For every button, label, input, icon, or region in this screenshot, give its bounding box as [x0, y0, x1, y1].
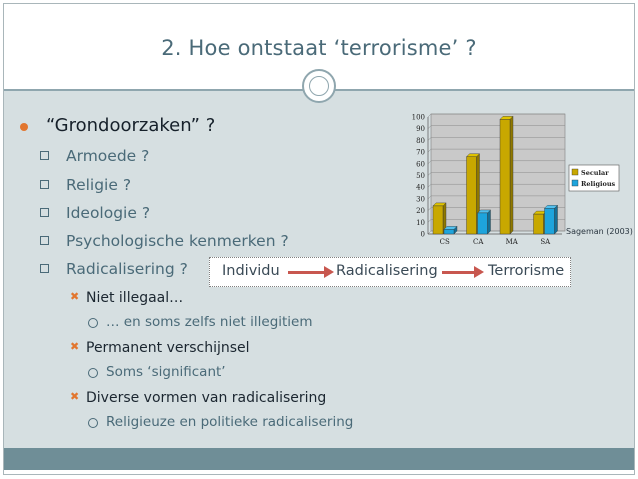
- legend-swatch: [572, 169, 578, 175]
- bar-religious-ca: [478, 213, 488, 234]
- square-bullet-icon: [40, 151, 49, 160]
- level4-bullet-text: … en soms zelfs niet illegitiem: [106, 314, 313, 330]
- sub-bullet-text: Armoede ?: [66, 147, 150, 165]
- y-tick-label: 100: [411, 113, 425, 122]
- sub-bullet-text: Psychologische kenmerken ?: [66, 232, 289, 250]
- gridline-depth: [428, 137, 431, 140]
- flow-step-radicalisering: Radicalisering: [336, 263, 438, 279]
- level3-bullet-text: Diverse vormen van radicalisering: [86, 390, 327, 406]
- gridline-depth: [428, 219, 431, 222]
- y-tick-label: 40: [416, 183, 425, 192]
- y-tick-label: 50: [416, 172, 425, 180]
- bar-religious-sa: [545, 208, 555, 234]
- gridline-depth: [428, 173, 431, 176]
- flow-step-terrorisme: Terrorisme: [488, 263, 565, 279]
- y-tick-label: 10: [416, 218, 425, 227]
- gridline-depth: [428, 184, 431, 187]
- bar-secular-ma: [500, 119, 510, 234]
- cross-bullet-icon: ✖: [70, 290, 80, 303]
- square-bullet-icon: [40, 236, 49, 245]
- bar-religious-cs: [444, 229, 454, 234]
- flow-arrowhead-icon: [474, 266, 484, 278]
- y-tick-label: 80: [416, 136, 425, 145]
- gridline-depth: [428, 231, 431, 234]
- bar-side: [510, 116, 513, 234]
- flow-step-individu: Individu: [222, 263, 280, 279]
- sub-bullet-text: Radicalisering ?: [66, 260, 188, 278]
- circle-bullet-icon: [88, 318, 98, 328]
- bar-secular-sa: [534, 214, 544, 234]
- cross-bullet-icon: ✖: [70, 340, 80, 353]
- legend-swatch: [572, 180, 578, 186]
- bar-secular-cs: [433, 206, 443, 234]
- y-tick-label: 20: [416, 207, 425, 216]
- flow-arrow-icon: [442, 271, 476, 274]
- bar-side: [555, 205, 558, 234]
- gridline-depth: [428, 196, 431, 199]
- cross-bullet-icon: ✖: [70, 390, 80, 403]
- divider-ring-icon: [302, 69, 336, 103]
- x-tick-label: CS: [439, 238, 450, 246]
- sub-bullet-text: Religie ?: [66, 176, 132, 194]
- y-tick-label: 60: [416, 160, 425, 169]
- level3-bullet-text: Niet illegaal…: [86, 290, 184, 306]
- level3-bullet-text: Permanent verschijnsel: [86, 340, 250, 356]
- level4-bullet-text: Soms ‘significant’: [106, 364, 226, 380]
- square-bullet-icon: [40, 180, 49, 189]
- x-tick-label: SA: [540, 238, 551, 246]
- y-tick-label: 90: [416, 125, 425, 134]
- radicalisation-flow: [209, 257, 571, 287]
- main-bullet-text: “Grondoorzaken” ?: [46, 115, 216, 136]
- flow-arrow-icon: [288, 271, 326, 274]
- y-tick-label: 30: [416, 195, 425, 204]
- circle-bullet-icon: [88, 368, 98, 378]
- legend-label: Secular: [581, 169, 609, 177]
- circle-bullet-icon: [88, 418, 98, 428]
- gridline-depth: [428, 208, 431, 211]
- square-bullet-icon: [40, 208, 49, 217]
- gridline-depth: [428, 161, 431, 164]
- y-tick-label: 70: [416, 148, 425, 157]
- chart-credit: Sageman (2003): [566, 227, 633, 236]
- slide-title: 2. Hoe ontstaat ‘terrorisme’ ?: [161, 36, 477, 60]
- y-tick-label: 0: [420, 230, 425, 239]
- gridline-depth: [428, 149, 431, 152]
- x-tick-label: CA: [473, 238, 484, 246]
- square-bullet-icon: [40, 264, 49, 273]
- gridline-depth: [428, 114, 431, 117]
- bar-side: [488, 210, 491, 234]
- flow-arrowhead-icon: [324, 266, 334, 278]
- footer-bar: [4, 448, 634, 470]
- legend-label: Religious: [581, 180, 616, 188]
- bar-secular-ca: [467, 157, 477, 234]
- sub-bullet-text: Ideologie ?: [66, 204, 151, 222]
- bullet-dot-icon: [20, 123, 28, 131]
- x-tick-label: MA: [505, 238, 518, 246]
- level4-bullet-text: Religieuze en politieke radicalisering: [106, 414, 354, 430]
- gridline-depth: [428, 126, 431, 129]
